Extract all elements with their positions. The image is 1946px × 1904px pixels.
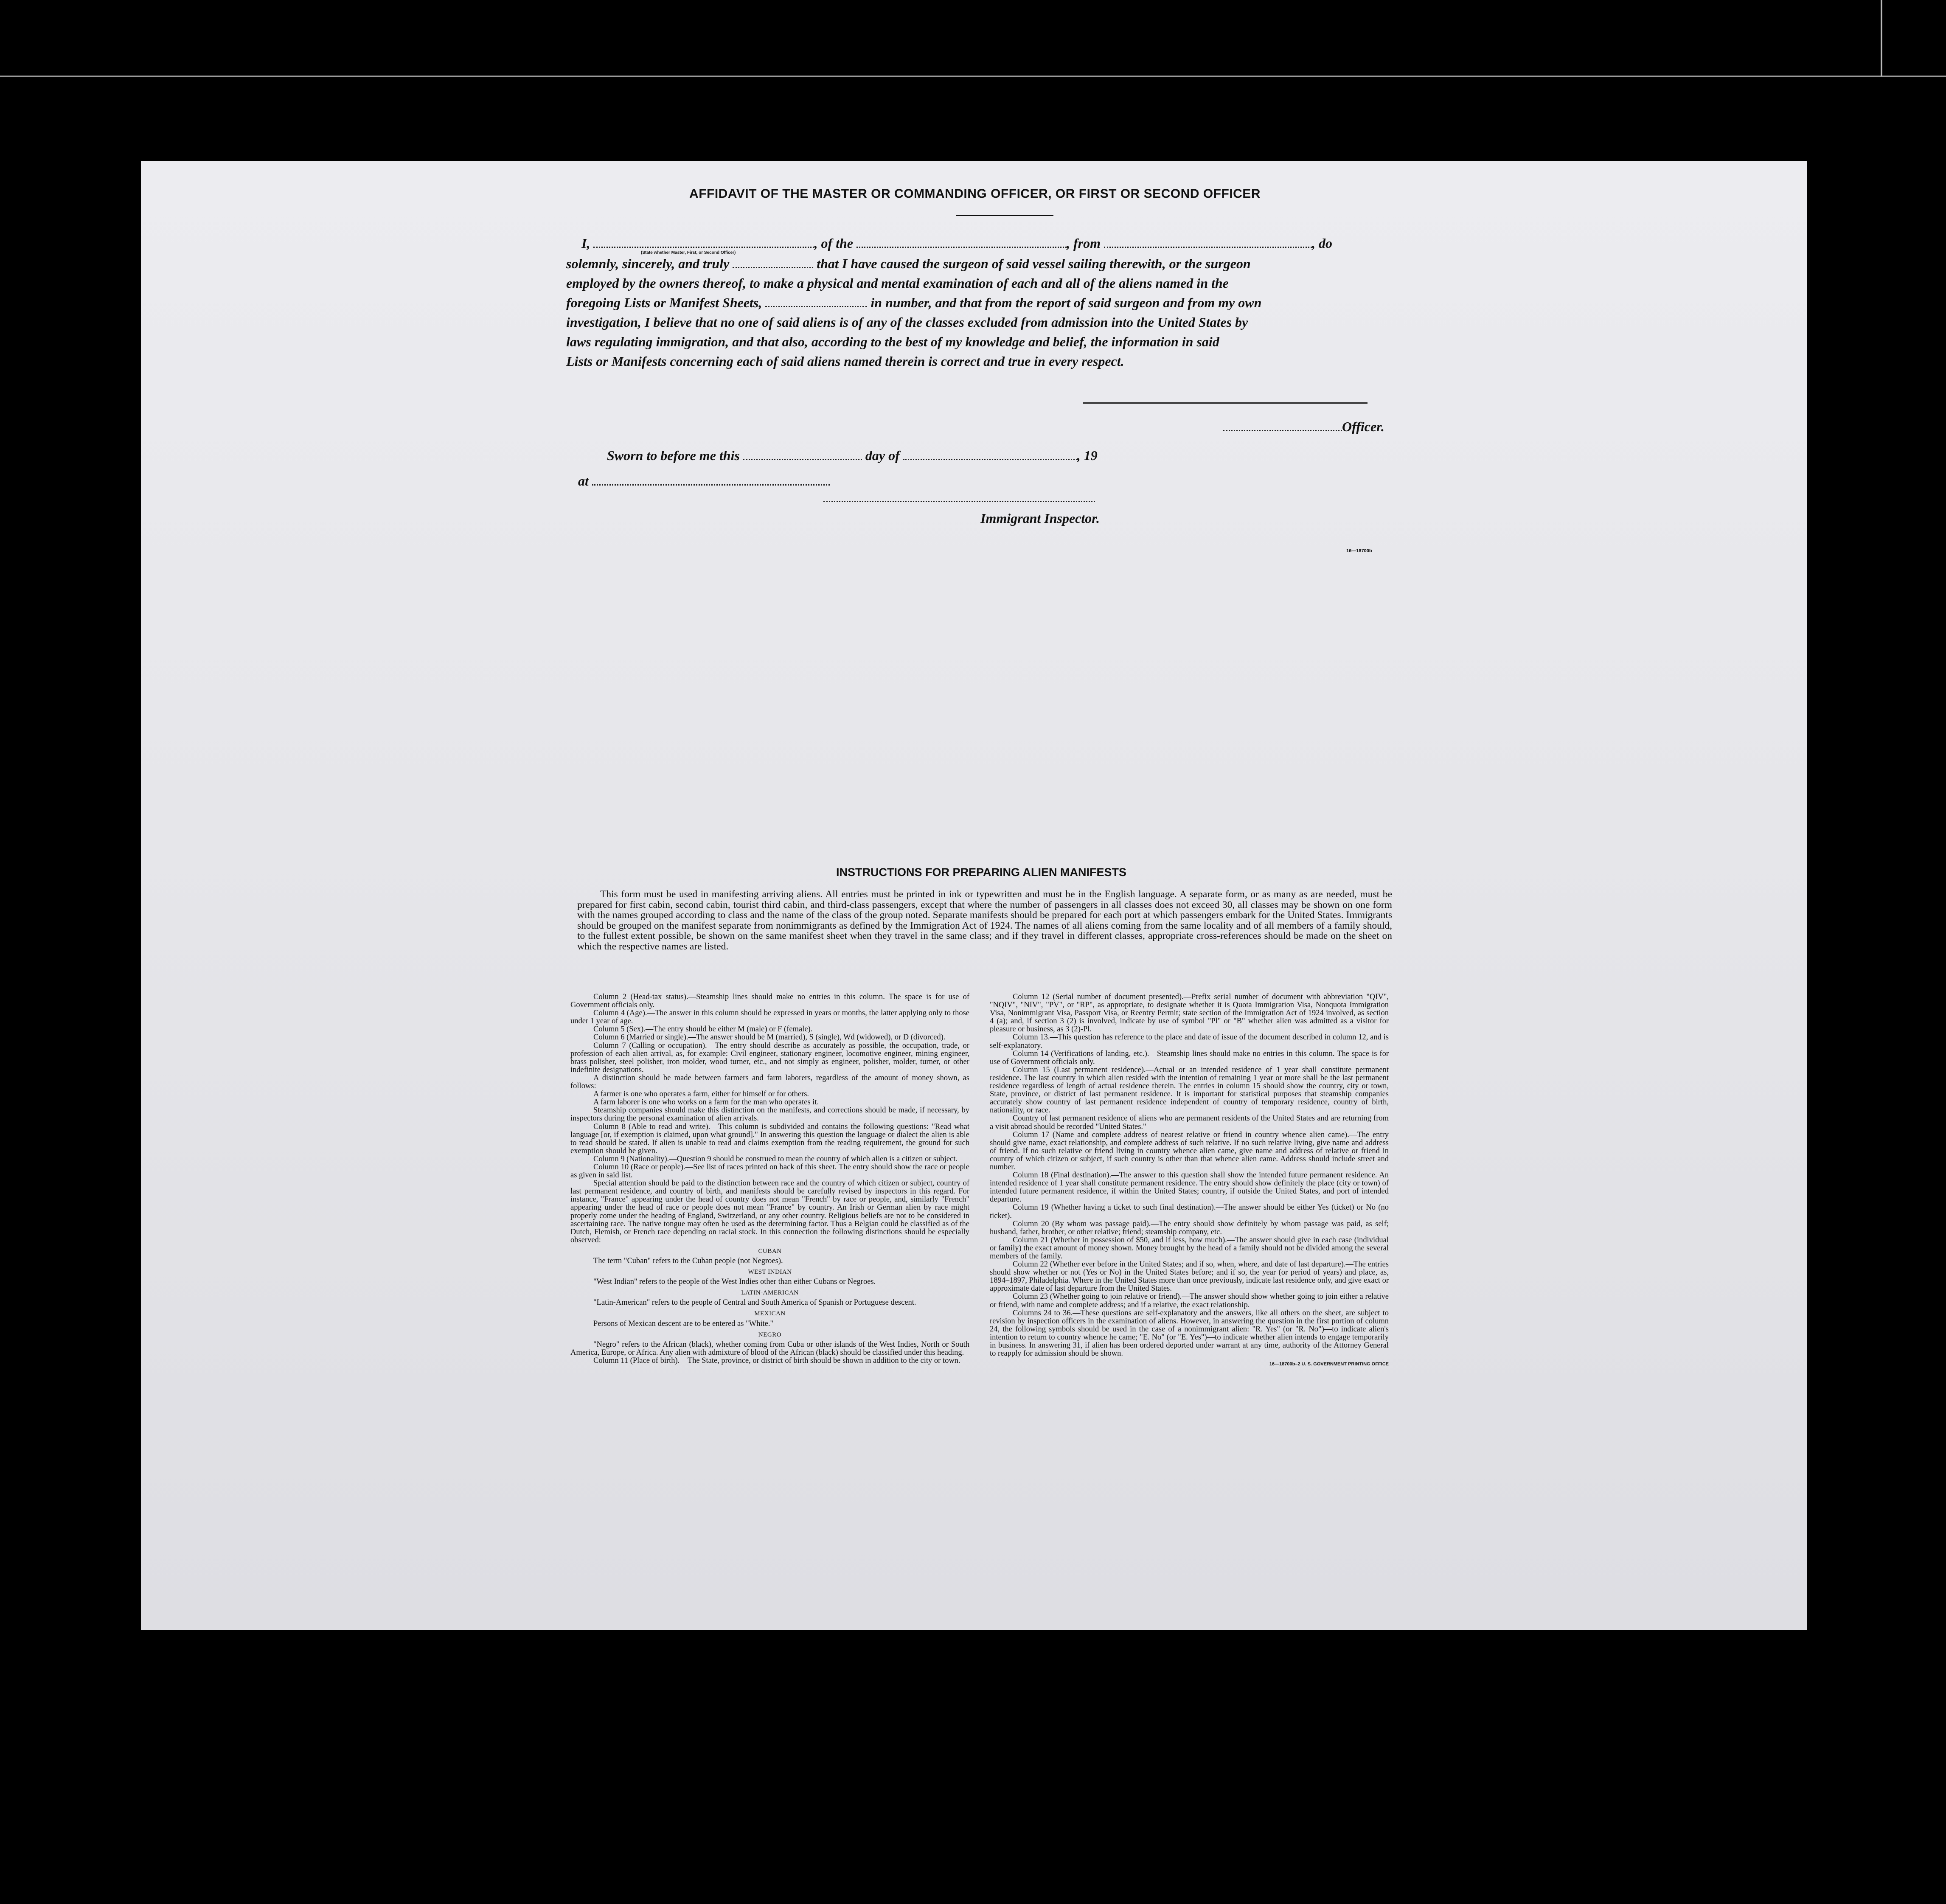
steamship-distinction: Steamship companies should make this distinction on the manifests, and corrections should be made, if necessary, by inspectors during the personal examination of alien arrivals. — [570, 1106, 969, 1123]
sworn-month-field[interactable] — [903, 458, 1077, 460]
scan-edge-line — [0, 76, 1946, 77]
col11-instruction: Column 11 (Place of birth).—The State, province, or district of birth should be shown in addition to the city or town. — [593, 1356, 960, 1365]
west-indian-definition: "West Indian" refers to the people of the West Indies other than either Cubans or Negroes. — [593, 1278, 876, 1286]
col15-instruction: Column 15 (Last permanent residence).—Actual or an intended residence of 1 year shall constitute permanent residence. The last country in which alien resided with the intention of remaining 1 year or more shall be the last permanent residence regardless of length of actual residence therein. The entries in column 15 should show the country, city or town, State, province, or district of last permanent residence. It is important for statistical purposes that steamship companies accurately show country of last permanent residence independent of country of temporary residence, country of birth, nationality, or race. — [990, 1065, 1389, 1115]
heading-cuban: CUBAN — [758, 1247, 782, 1255]
affidavit-line-6: laws regulating immigration, and that also, according to the best of my knowledge and belief, the information in said — [566, 334, 1219, 349]
word-at: at — [578, 473, 589, 489]
word-of-the: , of the — [814, 236, 853, 251]
word-in-number: in number, and that from the report of said surgeon and from my own — [871, 295, 1262, 310]
farmer-distinction: A distinction should be made between farmers and farm laborers, regardless of the amount of money shown, as follows: — [570, 1073, 969, 1091]
officer-signature-row — [1223, 417, 1384, 436]
col5-instruction: Column 5 (Sex).—The entry should be either M (male) or F (female). — [593, 1025, 813, 1034]
instructions-title: INSTRUCTIONS FOR PREPARING ALIEN MANIFESTS — [836, 866, 1127, 879]
col21-instruction: Column 21 (Whether in possession of $50, and if less, how much).—The answer should give in each case (individual or family) the exact amount of money shown. Money brought by the head of a family should not be divided among the several members of the family. — [990, 1236, 1389, 1261]
heading-negro: NEGRO — [758, 1331, 782, 1338]
word-i: I, — [581, 236, 590, 251]
farmer-definition: A farmer is one who operates a farm, either for himself or for others. — [593, 1090, 809, 1099]
word-day-of: day of — [865, 448, 900, 463]
printing-office-code: 16—18700b–2 U. S. GOVERNMENT PRINTING OFFICE — [1269, 1362, 1389, 1367]
col22-instruction: Column 22 (Whether ever before in the United States; and if so, when, where, and date of last departure).—The entries should show whether or not (Yes or No) in the United States before; and if so, the year (or period of years) and place, as, 1894–1897, Philadelphia. Where in the United States more than once previously, indicate last residence only, and give exact or approximate date of last departure from the United States. — [990, 1260, 1389, 1293]
word-19: , 19 — [1077, 448, 1098, 463]
word-solemnly: solemnly, sincerely, and truly — [566, 256, 730, 271]
mexican-definition: Persons of Mexican descent are to be entered as "White." — [593, 1319, 774, 1328]
officer-rank-hint: (State whether Master, First, or Second Officer) — [641, 250, 736, 255]
scan-edge-frame — [1881, 0, 1946, 76]
col24-36-instruction: Columns 24 to 36.—These questions are self-explanatory and the answers, like all others on the sheet, are subject to revision by inspection officers in the examination of aliens. However, in answering the question in the first portion of column 24, the following symbols should be used in the case of a nonimmigrant alien: "R. Yes" (or "R. No")—to indicate alien's intention to return to country whence he came; "E. No" (or "E. Yes")—to indicate whether alien intends to engage temporarily in business. In answering 31, if alien has been ordered deported under warrant at any time, authority of the Attorney General to reapply for admission should be shown. — [990, 1309, 1389, 1358]
col20-instruction: Column 20 (By whom was passage paid).—The entry should show definitely by whom passage was paid, as self; husband, father, brother, or other relative; friend; steamship company, etc. — [990, 1219, 1389, 1236]
heading-mexican: MEXICAN — [754, 1310, 786, 1317]
instructions-intro: This form must be used in manifesting arriving aliens. All entries must be printed in ink or typewritten and must be in the English language. A separate form, or as many as are needed, must be prepared for first cabin, second cabin, tourist third cabin, and third-class passengers, except that where the number of passengers in all classes does not exceed 30, all classes may be shown on one form with the names grouped according to class and the name of the class of the group noted. Separate manifests should be prepared for each port at which passengers embark for the United States. Immigrants should be grouped on the manifest separate from nonimmigrants as defined by the Immigration Act of 1924. The names of all aliens coming from the same locality and of all members of a family should, to the fullest extent possible, be shown on the same manifest sheet when they travel in the same class; and if they travel in different classes, appropriate cross-references should be made on the sheet on which the respective names are listed. — [577, 889, 1392, 952]
sheet-count-field[interactable] — [765, 305, 867, 307]
cuban-definition: The term "Cuban" refers to the Cuban people (not Negroes). — [593, 1257, 783, 1265]
sworn-place-line — [578, 471, 830, 491]
officer-rank-field[interactable] — [593, 246, 814, 248]
affidavit-line-3: employed by the owners thereof, to make a physical and mental examination of each and all of the aliens named in the — [566, 275, 1229, 291]
word-from: , from — [1067, 236, 1101, 251]
col18-instruction: Column 18 (Final destination).—The answer to this question shall show the intended future permanent residence. An intended residence of 1 year shall constitute permanent residence. The entry should show definitely the place (city or town) of intended future permanent residence, if within the United States; country, if outside the United States, and port of intended departure. — [990, 1171, 1389, 1204]
sworn-day-field[interactable] — [743, 458, 862, 460]
col2-instruction: Column 2 (Head-tax status).—Steamship lines should make no entries in this column. The space is for use of Government officials only. — [570, 993, 969, 1010]
col8-instruction: Column 8 (Able to read and write).—This column is subdivided and contains the following questions: "Read what language [or, if exemption is claimed, upon what ground]." In answering this question the language or dialect the alien is able to read should be stated. If alien is unable to read and claims exemption from the reading requirement, the ground for such exemption should be given. — [570, 1122, 969, 1155]
col4-instruction: Column 4 (Age).—The answer in this column should be expressed in years or months, the latter applying only to those under 1 year of age. — [570, 1009, 969, 1026]
residence-note: Country of last permanent residence of aliens who are permanent residents of the United States and are returning from a visit abroad should be recorded "United States." — [990, 1114, 1389, 1131]
sworn-line — [607, 446, 1098, 465]
col10-instruction: Column 10 (Race or people).—See list of races printed on back of this sheet. The entry should show the race or people as given in said list. — [570, 1163, 969, 1180]
col23-instruction: Column 23 (Whether going to join relative or friend).—The answer should show whether going to join either a relative or friend, with name and complete address; and if a relative, the exact relationship. — [990, 1292, 1389, 1309]
heading-latin-american: LATIN-AMERICAN — [741, 1289, 799, 1297]
race-attention-note: Special attention should be paid to the distinction between race and the country of which citizen or subject, country of last permanent residence, and country of birth, and manifests should be carefully revised by inspectors in this regard. For instance, "France" appearing under the head of country does not mean "French" by race or people, and, similarly "French" appearing under the head of race or people does not mean "France" by country. An Irish or German alien by race might properly come under the heading of England, Switzerland, or any other country. Religious beliefs are not to be considered in ascertaining race. The native tongue may often be used as the determining factor. Thus a Belgian could be classified as of the Dutch, Flemish, or French race depending on racial stock. In this connection the following distinctions should be especially observed: — [570, 1179, 969, 1244]
affidavit-line-7: Lists or Manifests concerning each of said aliens named therein is correct and true in every respect. — [566, 354, 1124, 369]
port-from-field[interactable] — [1104, 246, 1312, 248]
affidavit-line-5: investigation, I believe that no one of said aliens is of any of the classes excluded from admission into the United States by — [566, 315, 1248, 330]
col17-instruction: Column 17 (Name and complete address of nearest relative or friend in country whence alien came).—The entry should give name, exact relationship, and complete address of such relative. If no such relative living, give name and address of friend. If no such relative or friend living in country whence alien came, give name and address of relative or friend in country of which citizen or subject, if such country is other than that whence alien came. Address should include street and number. — [990, 1130, 1389, 1171]
officer-title-field[interactable] — [1223, 429, 1342, 431]
affidavit-form-code: 16—18700b — [1346, 548, 1372, 553]
word-foregoing: foregoing Lists or Manifest Sheets, — [566, 295, 762, 310]
inspector-label: Immigrant Inspector. — [980, 511, 1100, 526]
affidavit-line-2 — [566, 254, 1381, 273]
heading-west-indian: WEST INDIAN — [748, 1269, 792, 1276]
negro-definition: "Negro" refers to the African (black), whether coming from Cuba or other islands of the West Indies, North or South America, Europe, or Africa. Any alien with admixture of blood of the African (black) should be classified under this heading. — [570, 1340, 969, 1357]
vessel-name-field[interactable] — [856, 246, 1067, 248]
col7-instruction: Column 7 (Calling or occupation).—The entry should describe as accurately as possible, the occupation, trade, or profession of each alien arrival, as, for example: Civil engineer, stationary engineer, locomotive engineer, mining engineer, brass polisher, steel polisher, iron molder, wood turner, etc., and not simply as engineer, polisher, molder, turner, or other indefinite designations. — [570, 1041, 969, 1074]
oath-form-field[interactable] — [733, 266, 813, 268]
affidavit-line-4 — [566, 293, 1381, 312]
instructions-right-column — [990, 993, 1389, 1368]
manifest-form-sheet — [141, 161, 1807, 1630]
inspector-signature-line[interactable] — [823, 501, 1095, 502]
col9-instruction: Column 9 (Nationality).—Question 9 should be construed to mean the country of which alien is a citizen or subject. — [593, 1154, 958, 1163]
word-caused: that I have caused the surgeon of said vessel sailing therewith, or the surgeon — [817, 256, 1251, 271]
word-sworn: Sworn to before me this — [607, 448, 740, 463]
farm-laborer-definition: A farm laborer is one who works on a farm for the man who operates it. — [593, 1098, 819, 1107]
signature-line[interactable] — [1083, 402, 1368, 404]
col19-instruction: Column 19 (Whether having a ticket to such final destination).—The answer should be either Yes (ticket) or No (no ticket). — [990, 1203, 1389, 1220]
officer-label: Officer. — [1342, 419, 1384, 434]
col6-instruction: Column 6 (Married or single).—The answer should be M (married), S (single), Wd (widowed), or D (divorced). — [593, 1033, 946, 1042]
instructions-left-column — [570, 993, 969, 1365]
col14-instruction: Column 14 (Verifications of landing, etc.).—Steamship lines should make no entries in this column. The space is for use of Government officials only. — [990, 1049, 1389, 1066]
word-do: , do — [1312, 236, 1332, 251]
sworn-place-field[interactable] — [592, 483, 830, 486]
affidavit-title: AFFIDAVIT OF THE MASTER OR COMMANDING OFFICER, OR FIRST OR SECOND OFFICER — [689, 187, 1261, 201]
title-rule — [956, 215, 1053, 216]
col13-instruction: Column 13.—This question has reference to the place and date of issue of the document described in column 12, and is self-explanatory. — [990, 1033, 1389, 1050]
latin-american-definition: "Latin-American" refers to the people of Central and South America of Spanish or Portuguese descent. — [593, 1298, 916, 1307]
col12-instruction: Column 12 (Serial number of document presented).—Prefix serial number of document with abbreviation "QIV", "NQIV", "NIV", "PV", or "RP", as appropriate, to designate whether it is Quota Immigration Visa, Nonquota Immigration Visa, Nonimmigrant Visa, Passport Visa, or Reentry Permit; state section of the Immigration Act of 1924 involved, as section 4 (a); and, if section 3 (2) is involved, indicate by use of symbol "Pl" or "B" whether alien was admitted as a visitor for pleasure or business, as 3 (2)-Pl. — [990, 993, 1389, 1034]
